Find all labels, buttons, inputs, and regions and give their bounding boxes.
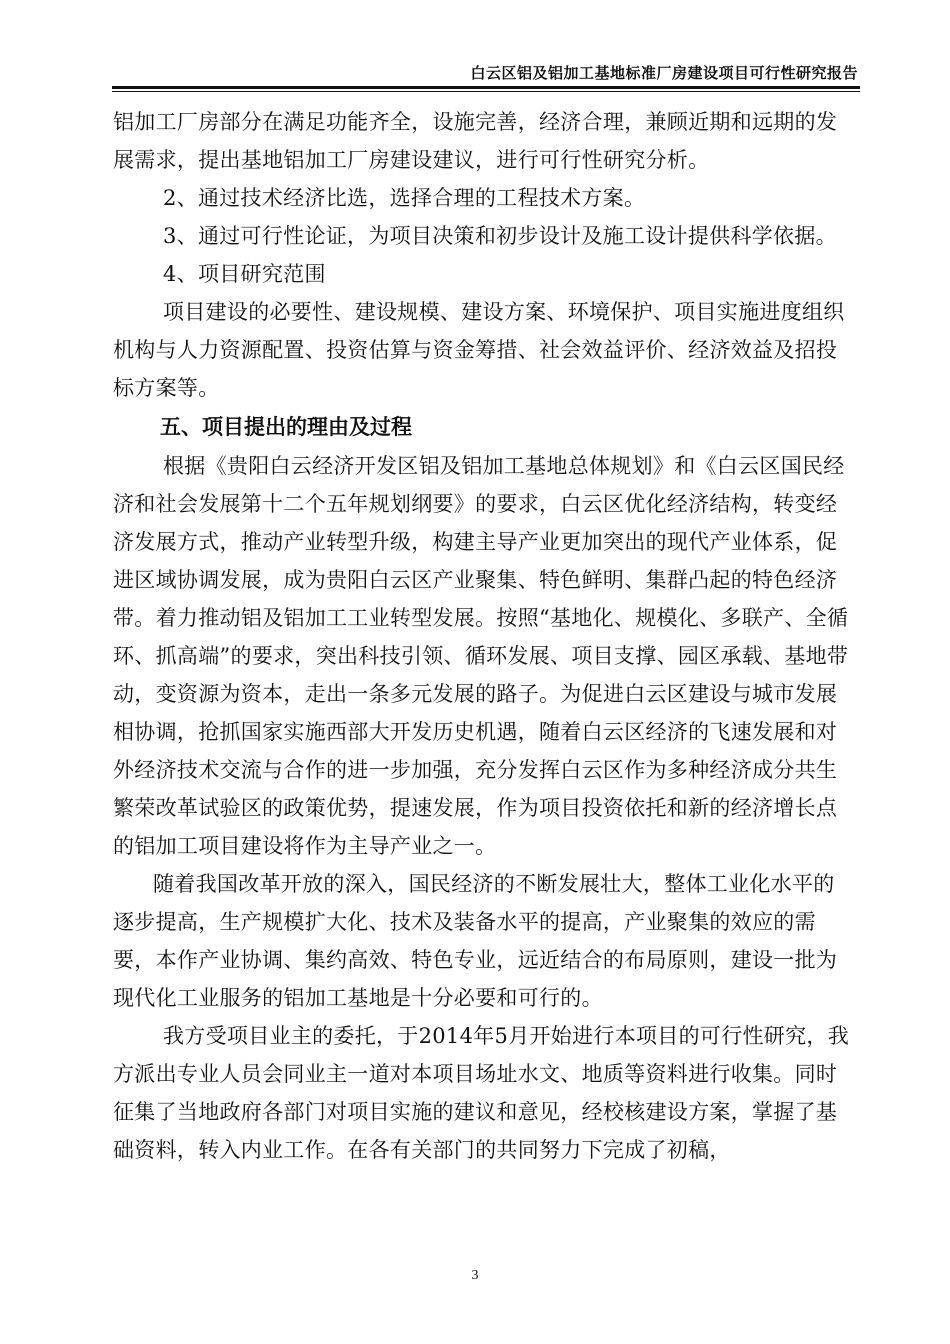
paragraph-research-scope: 项目建设的必要性、建设规模、建设方案、环境保护、项目实施进度组织机构与人力资源配置、投资估算与资金筹措、社会效益评价、经济效益及招投标方案等。 — [113, 300, 845, 400]
paragraph-item-4: 4、项目研究范围 — [163, 262, 326, 286]
paragraph-item-2: 2、通过技术经济比选，选择合理的工程技术方案。 — [163, 186, 646, 210]
paragraph-development: 随着我国改革开放的深入，国民经济的不断发展壮大，整体工业化水平的逐步提高，生产规模扩大化、技术及装备水平的提高，产业聚集的效应的需要，本作产业协调、集约高效、特色专业，远近结合的布局原则，建设一批为现代化工业服务的铝加工基地是十分必要和可行的。 — [113, 872, 838, 1010]
paragraph-reasons: 根据《贵阳白云经济开发区铝及铝加工基地总体规划》和《白云区国民经济和社会发展第十二个五年规划纲要》的要求，白云区优化经济结构，转变经济发展方式，推动产业转型升级，构建主导产业更加突出的现代产业体系，促进区域协调发展，成为贵阳白云区产业聚集、特色鲜明、集群凸起的特色经济带。着力推动铝及铝加工工业转型发展。按照“基地化、规模化、多联产、全循环、抓高端”的要求，突出科技引领、循环发展、项目支撑、园区承载、基地带动，变资源为资本，走出一条多元发展的路子。为促进白云区建设与城市发展相协调，抢抓国家实施西部大开发历史机遇，随着白云区经济的飞速发展和对外经济技术交流与合作的进一步加强，充分发挥白云区作为多种经济成分共生繁荣改革试验区的政策优势，提速发展，作为项目投资依托和新的经济增长点的铝加工项目建设将作为主导产业之一。 — [113, 454, 849, 858]
page-number: 3 — [471, 1268, 479, 1283]
section-heading: 五、项目提出的理由及过程 — [160, 415, 412, 439]
document-header-title: 白云区铝及铝加工基地标准厂房建设项目可行性研究报告 — [470, 64, 858, 82]
paragraph-1: 铝加工厂房部分在满足功能齐全，设施完善，经济合理，兼顾近期和远期的发展需求，提出基地铝加工厂房建设建议，进行可行性研究分析。 — [113, 110, 838, 172]
header-rule — [112, 86, 860, 89]
paragraph-item-3: 3、通过可行性论证，为项目决策和初步设计及施工设计提供科学依据。 — [163, 224, 837, 248]
paragraph-process: 我方受项目业主的委托，于2014年5月开始进行本项目的可行性研究，我方派出专业人员会同业主一道对本项目场址水文、地质等资料进行收集。同时征集了当地政府各部门对项目实施的建议和意见，经校核建设方案，掌握了基础资料，转入内业工作。在各有关部门的共同努力下完成了初稿， — [113, 1024, 850, 1162]
header-rule-thin — [112, 91, 860, 92]
document-body — [113, 103, 853, 1169]
